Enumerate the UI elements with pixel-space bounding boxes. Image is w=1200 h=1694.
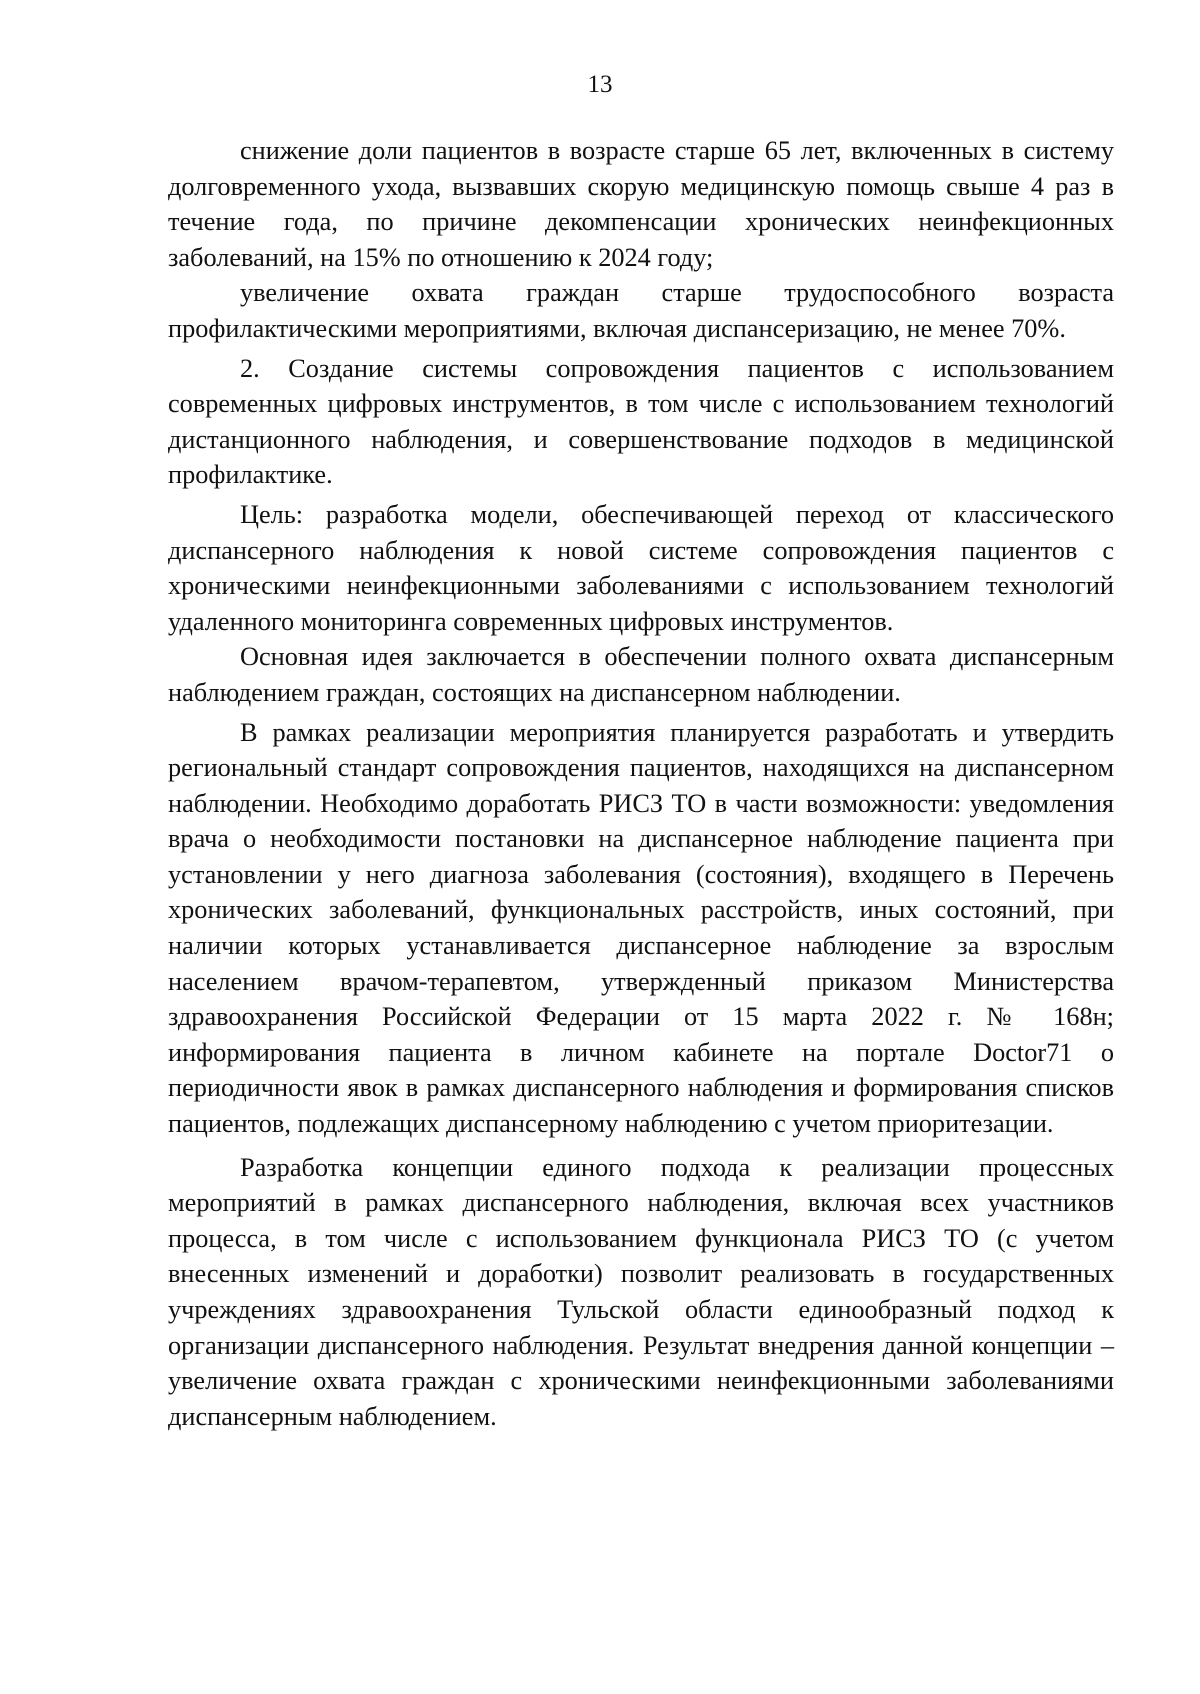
paragraph-regional-standard: В рамках реализации мероприятия планируется разработать и утвердить региональный стандарт сопровождения пациентов, находящихся на диспансерном наблюдении. Необходимо доработать РИСЗ ТО в части возможности: уведомления врача о необходимости постановки на диспансерное наблюдение пациента при установлении у него диагноза заболевания (состояния), входящего в Перечень хронических заболеваний, функциональных расстройств, иных состояний, при наличии которых устанавливается диспансерное наблюдение за взрослым населением врачом-терапевтом, утвержденный приказом Министерства здравоохранения Российской Федерации от 15 марта 2022 г. № 168н; информирования пациента в личном кабинете на портале Doctor71 о периодичности явок в рамках диспансерного наблюдения и формирования списков пациентов, подлежащих диспансерному наблюдению с учетом приоритезации. bbox=[168, 717, 1114, 1139]
page-number: 13 bbox=[587, 71, 613, 98]
document-body bbox=[168, 133, 1114, 1434]
paragraph-coverage-increase: увеличение охвата граждан старше трудоспособного возраста профилактическими мероприятиями, включая диспансеризацию, не менее 70%. bbox=[168, 278, 1114, 343]
paragraph-main-idea: Основная идея заключается в обеспечении полного охвата диспансерным наблюдением граждан, состоящих на диспансерном наблюдении. bbox=[168, 642, 1114, 707]
paragraph-concept: Разработка концепции единого подхода к реализации процессных мероприятий в рамках диспансерного наблюдения, включая всех участников процесса, в том числе с использованием функционала РИСЗ ТО (с учетом внесенных изменений и доработки) позволит реализовать в государственных учреждениях здравоохранения Тульской области единообразный подход к организации диспансерного наблюдения. Результат внедрения данной концепции – увеличение охвата граждан с хроническими неинфекционными заболеваниями диспансерным наблюдением. bbox=[168, 1152, 1114, 1431]
paragraph-section-2-heading: 2. Создание системы сопровождения пациентов с использованием современных цифровых инструментов, в том числе с использованием технологий дистанционного наблюдения, и совершенствование подходов в медицинской профилактике. bbox=[168, 353, 1114, 490]
paragraph-goal: Цель: разработка модели, обеспечивающей переход от классического диспансерного наблюдения к новой системе сопровождения пациентов с хроническими неинфекционными заболеваниями с использованием технологий удаленного мониторинга современных цифровых инструментов. bbox=[168, 499, 1114, 636]
paragraph-readmission-reduction: снижение доли пациентов в возрасте старше 65 лет, включенных в систему долговременного ухода, вызвавших скорую медицинскую помощь свыше 4 раз в течение года, по причине декомпенсации хронических неинфекционных заболеваний, на 15% по отношению к 2024 году; bbox=[168, 136, 1114, 272]
